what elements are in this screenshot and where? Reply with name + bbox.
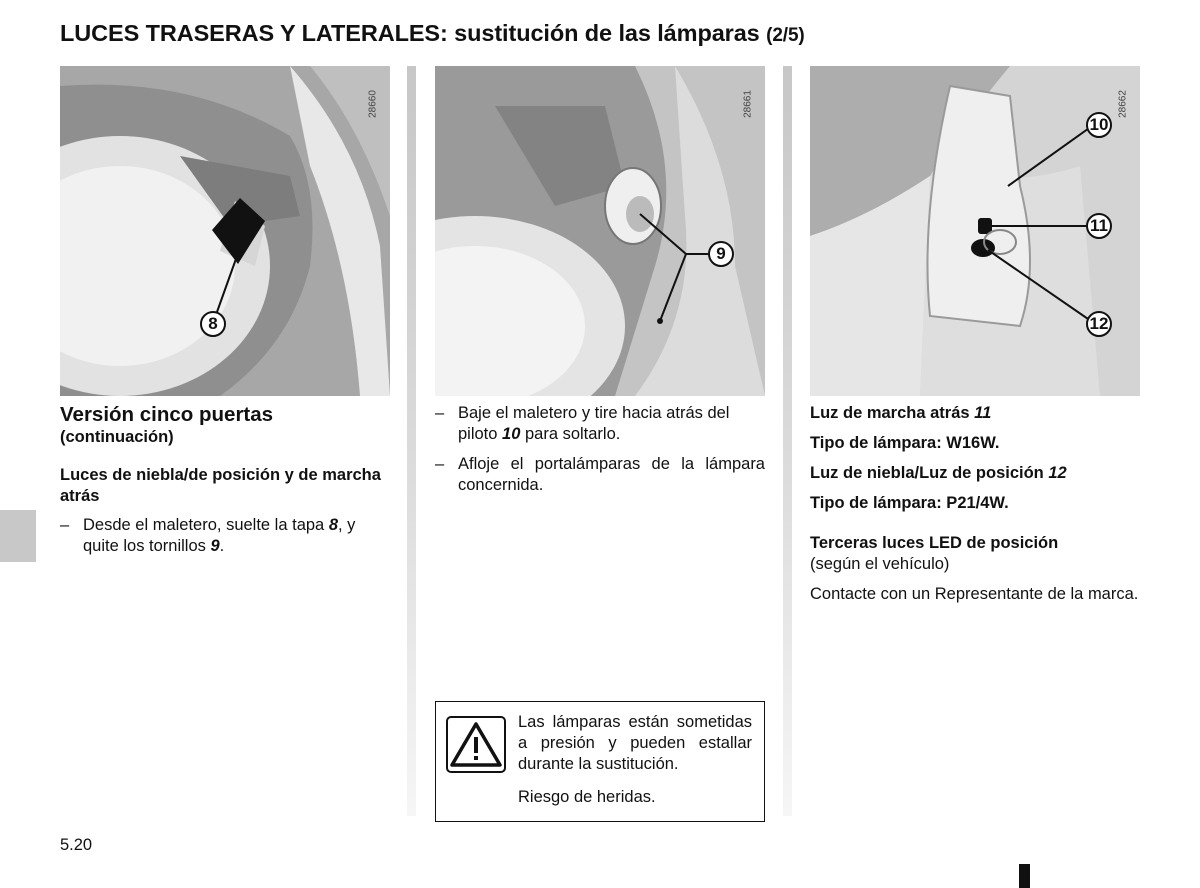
warning-text: Las lámparas están sometidas a presión y pueden estallar durante la sustitución. (518, 713, 752, 773)
figure-lamp-holders (810, 66, 1140, 396)
print-mark (1019, 864, 1030, 888)
section-subheading: (continuación) (60, 428, 174, 446)
warning-triangle-icon (446, 716, 506, 773)
fog-light-label: Luz de niebla/Luz de posición 12 (810, 464, 1067, 482)
reverse-lamp-type: Tipo de lámpara: W16W. (810, 434, 1000, 452)
title-page-fraction: (2/5) (766, 25, 805, 46)
dash-marker: – (60, 516, 70, 534)
figure-id: 28660 (367, 90, 379, 118)
figure-trunk-cover (60, 66, 390, 396)
led-title: Terceras luces LED de posición (810, 534, 1059, 552)
warning-box (435, 701, 765, 822)
dash-marker: – (435, 455, 445, 473)
subsection-title: Luces de niebla/de posición y de marcha atrás (60, 466, 381, 505)
fog-lamp-type: Tipo de lámpara: P21/4W. (810, 494, 1009, 512)
column-2-text (435, 403, 765, 496)
callout-10: 10 (1086, 112, 1112, 138)
callout-12: 12 (1086, 311, 1112, 337)
warning-risk: Riesgo de heridas. (518, 788, 656, 806)
figure-trunk-cover-illustration (60, 66, 390, 396)
chapter-tab (0, 510, 36, 562)
column-separator-1 (407, 66, 416, 816)
instruction-step: – Baje el maletero y tire hacia atrás del piloto 10 para soltarlo. (435, 404, 730, 443)
callout-9: 9 (708, 241, 734, 267)
figure-id: 28662 (1117, 90, 1129, 118)
figure-tail-light-release-illustration (435, 66, 765, 396)
title-text: LUCES TRASERAS Y LATERALES: sustitución de las lámparas (60, 20, 760, 46)
column-separator-2 (783, 66, 792, 816)
page-number: 5.20 (60, 836, 93, 854)
page-title (60, 20, 805, 47)
section-heading: Versión cinco puertas (60, 403, 274, 426)
figure-id: 28661 (742, 90, 754, 118)
column-1-text (60, 403, 390, 557)
instruction-step: – Afloje el portalámparas de la lámpara concernida. (435, 455, 765, 494)
instruction-step: – Desde el maletero, suelte la tapa 8, y quite los tornillos 9. (60, 516, 356, 555)
led-subtitle: (según el vehículo) (810, 555, 950, 573)
dash-marker: – (435, 404, 445, 422)
column-3-text (810, 403, 1140, 605)
reverse-light-label: Luz de marcha atrás 11 (810, 404, 992, 422)
led-contact-text: Contacte con un Representante de la marca. (810, 585, 1139, 603)
callout-8: 8 (200, 311, 226, 337)
figure-tail-light-release (435, 66, 765, 396)
callout-11: 11 (1086, 213, 1112, 239)
